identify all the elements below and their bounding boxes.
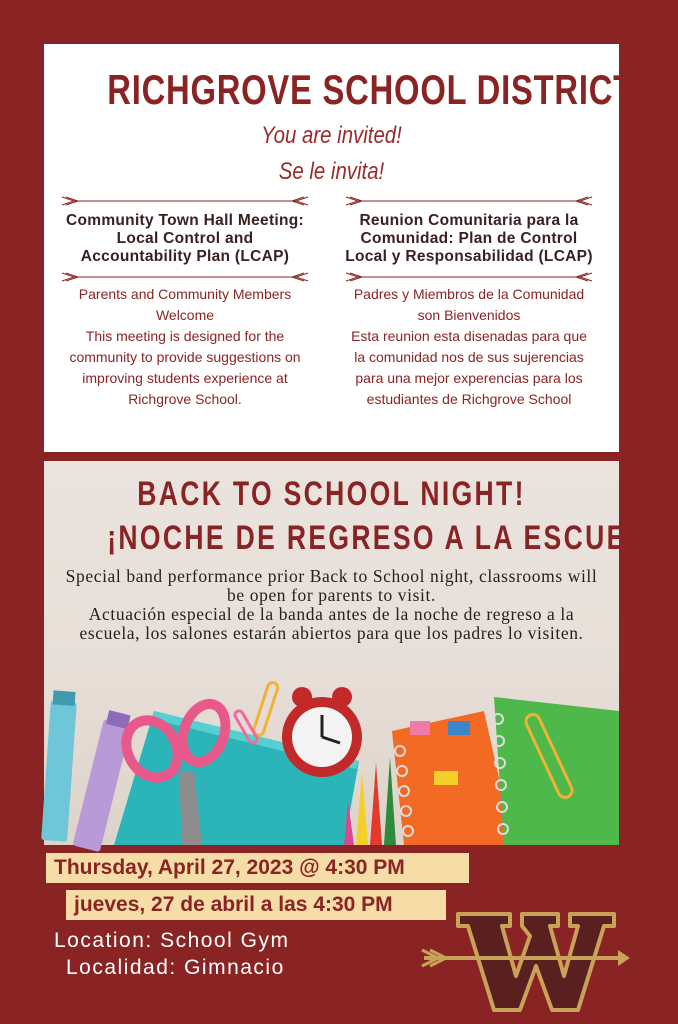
back-to-school-title: BACK TO SCHOOL NIGHT!: [137, 475, 526, 513]
english-body: This meeting is designed for the community to provide suggestions on improving students experience at Richgrove School.: [69, 328, 301, 407]
spanish-meeting-title: Reunion Comunitaria para la Comunidad: Plan de Control Local y Responsabilidad (LCAP): [345, 212, 593, 265]
spanish-welcome: Padres y Miembros de la Comunidad son Bienvenidos: [353, 286, 585, 323]
english-column: [60, 194, 310, 410]
event-location-spanish: Localidad: Gimnacio: [66, 956, 285, 979]
paperclip-icon: [252, 681, 279, 736]
invitation-card: [44, 44, 634, 452]
invite-spanish: Se le invita!: [278, 158, 385, 185]
binder-clip-icon: [448, 721, 470, 735]
invite-english: You are invited!: [261, 122, 402, 149]
binder-clip-icon: [434, 771, 458, 785]
back-to-school-title-spanish: ¡NOCHE DE REGRESO A LA ESCUELA!: [107, 519, 678, 557]
alarm-clock-icon: [282, 687, 362, 777]
binder-clip-icon: [410, 721, 430, 735]
event-location-english: Location: School Gym: [54, 929, 290, 952]
back-to-school-description: [60, 567, 603, 643]
district-title: RICHGROVE SCHOOL DISTRICT: [107, 66, 634, 113]
blue-highlighter-icon: [41, 690, 77, 841]
english-welcome: Parents and Community Members Welcome: [78, 286, 292, 323]
description-spanish: Actuación especial de la banda antes de la noche de regreso a la escuela, los salones estarán abiertos para que los padres lo visiten.: [79, 604, 584, 643]
back-to-school-banner: [44, 461, 678, 845]
event-date-english: Thursday, April 27, 2023 @ 4:30 PM: [46, 853, 469, 883]
ornament-divider-icon: [60, 270, 310, 284]
spanish-body: Esta reunion esta disenadas para que la comunidad nos de sus sujerencias para una mejor experencias para los estudiantes de Richgrove School: [351, 328, 587, 407]
school-supplies-illustration: [44, 671, 619, 845]
description-english: Special band performance prior Back to School night, classrooms will be open for parents to visit.: [65, 566, 598, 605]
english-meeting-title: Community Town Hall Meeting: Local Control and Accountability Plan (LCAP): [65, 212, 305, 265]
wolves-w-arrow-logo-icon: [418, 906, 630, 1016]
spanish-column: [344, 194, 594, 410]
ornament-divider-icon: [60, 194, 310, 208]
green-notebook-icon: [494, 697, 619, 845]
event-date-spanish: jueves, 27 de abril a las 4:30 PM: [66, 890, 446, 920]
ornament-divider-icon: [344, 194, 594, 208]
ornament-divider-icon: [344, 270, 594, 284]
